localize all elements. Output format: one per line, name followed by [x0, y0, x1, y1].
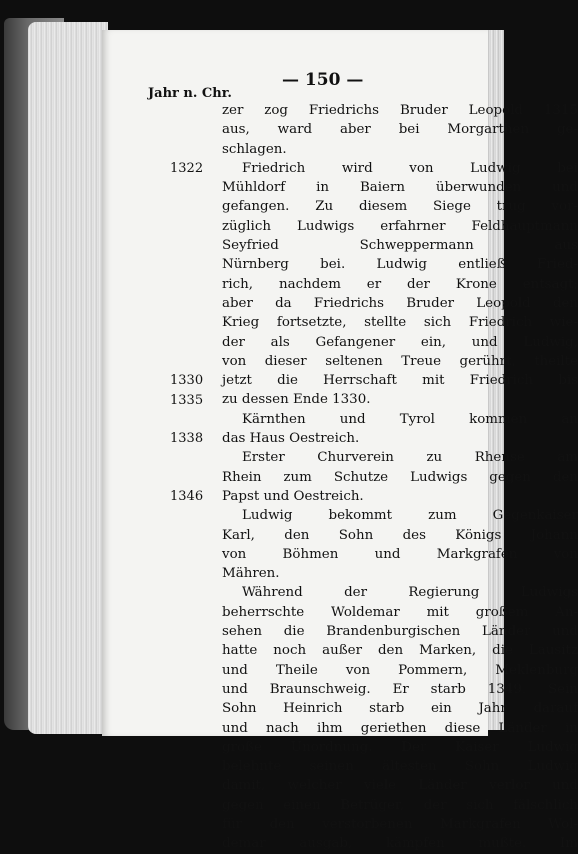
text-line: von Böhmen und Markgrafen von	[222, 546, 578, 562]
year-label: 1330	[170, 373, 204, 389]
text-line: Mähren.	[222, 566, 280, 582]
book-page	[102, 30, 578, 852]
text-line: große Unordnung. Der Kaiser Ludwig	[222, 739, 578, 755]
text-line: Seyfried Schweppermann aus	[222, 238, 578, 254]
text-line: von dieser seltenen Treue gerührt, theilte	[222, 353, 578, 369]
body-text	[222, 101, 578, 854]
text-line: jetzt die Herrschaft mit Friedrich bis	[222, 373, 578, 389]
text-line: schlagen.	[222, 141, 287, 157]
text-line: das Haus Oestreich.	[222, 431, 360, 447]
text-line: Ludwig bekommt zum Gegenkaiser	[242, 508, 578, 524]
text-line: Während der Regierung Ludwigs	[242, 585, 578, 601]
text-line: Rhein zum Schutze Ludwigs gegen den	[222, 469, 578, 485]
text-line: belehnte seinen ältesten Sohn Ludwig	[222, 759, 578, 775]
year-label: 1338	[170, 431, 204, 447]
text-line: Mühldorf in Baiern überwunden und	[222, 180, 578, 196]
text-line: Krieg fortsetzte, stellte sich Friedrich wie-	[222, 315, 578, 331]
text-line: Friedrich wird von Ludwig bei	[242, 160, 578, 176]
text-line: hatte noch außer den Marken, die Lausitz	[222, 643, 578, 659]
text-line: und Braunschweig. Er starb 1349. Sein	[222, 681, 578, 697]
text-line: Nürnberg bei. Ludwig entließ Fried-	[222, 257, 578, 273]
text-line: und nach ihm geriethen diese Länder in	[222, 720, 578, 736]
text-line: zu dessen Ende 1330.	[222, 392, 371, 408]
text-line: züglich Ludwigs erfahrner Feldhauptmann	[222, 218, 578, 234]
text-line: sehen die Brandenburgischen Länder und	[222, 624, 578, 640]
text-line: damit, welcher viele Länder verlor und	[222, 778, 578, 794]
text-line: der als Gefangener ein, und Ludwig,	[222, 334, 578, 350]
year-label: 1322	[170, 160, 204, 176]
text-line: zer zog Friedrichs Bruder Leopold 1315	[222, 103, 578, 118]
text-line: Kärnthen und Tyrol kommen an	[242, 411, 578, 427]
page-number: — 150 —	[282, 70, 364, 90]
year-column-header: Jahr n. Chr.	[148, 86, 232, 101]
text-line: beherrschte Woldemar mit großem An-	[222, 604, 578, 620]
text-line: demar ausgab, kämpfen mußte. Im	[222, 836, 578, 852]
text-line: Erster Churverein zu Rhense am	[242, 450, 578, 466]
text-line: gegen einen Betrüger, der sich fälschlich	[222, 797, 578, 813]
text-line: Karl, den Sohn des Königs Johann	[222, 527, 578, 543]
text-line: gefangen. Zu diesem Siege trug vor-	[222, 199, 578, 215]
text-line: für den verstorbenen Markgrafen Wol-	[222, 816, 578, 832]
page-stack-left	[28, 22, 108, 734]
text-line: rich, nachdem er der Krone entsagt;	[222, 276, 578, 292]
year-label: 1335	[170, 392, 204, 408]
text-line: aber da Friedrichs Bruder Leopold den	[222, 295, 578, 311]
text-line: Sohn Heinrich starb ein Jahr darauf	[222, 701, 578, 717]
text-line: aus, ward aber bei Morgarthen ge-	[222, 122, 578, 138]
text-line: Papst und Oestreich.	[222, 488, 364, 504]
text-line: und Theile von Pommern, Meklenburg	[222, 662, 578, 678]
year-label: 1346	[170, 489, 204, 504]
